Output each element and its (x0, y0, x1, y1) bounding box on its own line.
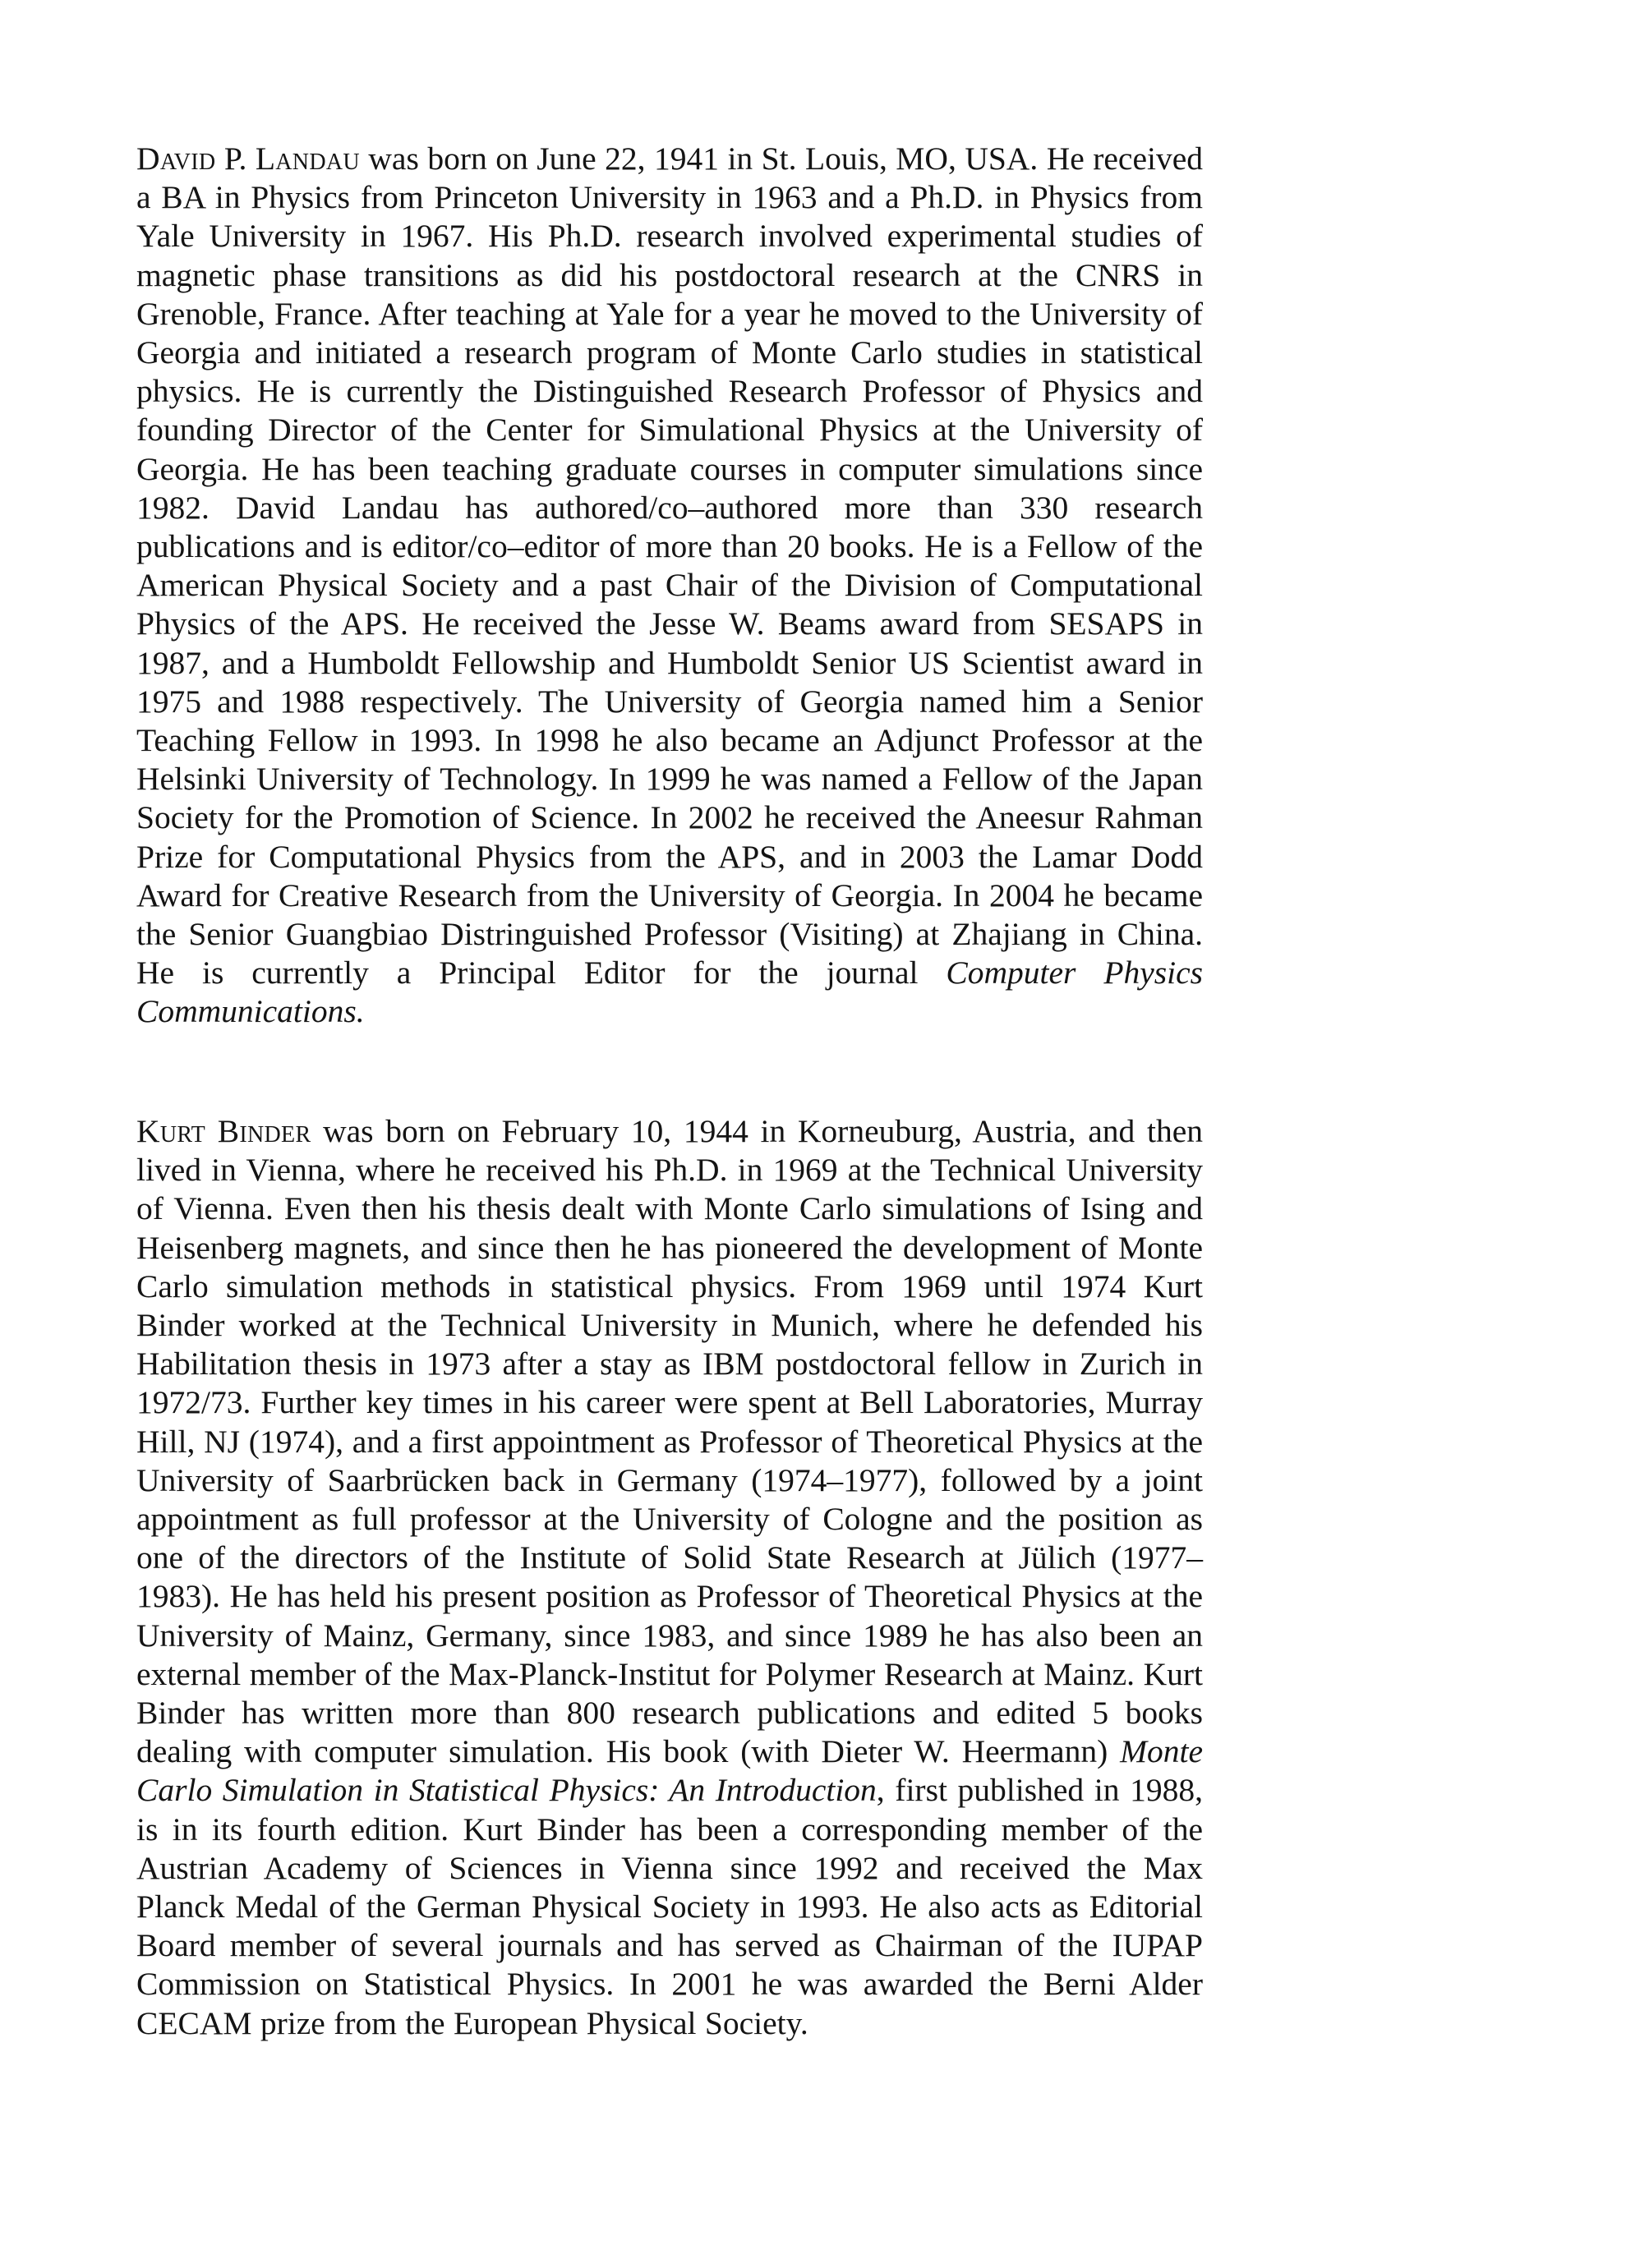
author-first-name: David (136, 140, 216, 177)
author-first-name: Kurt (136, 1113, 206, 1149)
author-middle: P. (215, 140, 256, 177)
bio-text-tail: , first published in 1988, is in its fourth edition. Kurt Binder has been a corresponding member of the Austrian Academy of Sciences in Vienna since 1992 and received the Max Planck Medal of the German Physical Society in 1993. He also acts as Editorial Board member of several journals and has served as Chairman of the IUPAP Commission on Statistical Physics. In 2001 he was awarded the Berni Alder CECAM prize from the European Physical Society. (136, 1772, 1203, 2041)
bio-text: was born on June 22, 1941 in St. Louis, MO, USA. He received a BA in Physics from Princeton University in 1963 and a Ph.D. in Physics from Yale University in 1967. His Ph.D. research involved experimental studies of magnetic phase transitions as did his postdoctoral research at the CNRS in Grenoble, France. After teaching at Yale for a year he moved to the University of Georgia and initiated a research program of Monte Carlo studies in statistical physics. He is currently the Distinguished Research Professor of Physics and founding Director of the Center for Simulational Physics at the University of Georgia. He has been teaching graduate courses in computer simulations since 1982. David Landau has authored/co–authored more than 330 research publications and is editor/co–editor of more than 20 books. He is a Fellow of the American Physical Society and a past Chair of the Division of Computational Physics of the APS. He received the Jesse W. Beams award from SESAPS in 1987, and a Humboldt Fellowship and Humboldt Senior US Scientist award in 1975 and 1988 respectively. The University of Georgia named him a Senior Teaching Fellow in 1993. In 1998 he also became an Adjunct Professor at the Helsinki University of Technology. In 1999 he was named a Fellow of the Japan Society for the Promotion of Science. In 2002 he received the Aneesur Rahman Prize for Computational Physics from the APS, and in 2003 the Lamar Dodd Award for Creative Research from the University of Georgia. In 2004 he became the Senior Guangbiao Distringuished Professor (Visiting) at Zhajiang in China. He is currently a Principal Editor for the journal (136, 140, 1204, 991)
journal-title: Computer Physics Communications. (136, 955, 1203, 1030)
bio-text: was born on February 10, 1944 in Korneuburg, Austria, and then lived in Vienna, where he received his Ph.D. in 1969 at the Technical University of Vienna. Even then his thesis dealt with Monte Carlo simulations of Ising and Heisenberg magnets, and since then he has pioneered the development of Monte Carlo simulation methods in statistical physics. From 1969 until 1974 Kurt Binder worked at the Technical University in Munich, where he defended his Habilitation thesis in 1973 after a stay as IBM postdoctoral fellow in Zurich in 1972/73. Further key times in his career were spent at Bell Laboratories, Murray Hill, NJ (1974), and a first appointment as Professor of Theoretical Physics at the University of Saarbrücken back in Germany (1974–1977), followed by a joint appointment as full professor at the University of Cologne and the position as one of the directors of the Institute of Solid State Research at Jülich (1977–1983). He has held his present position as Professor of Theoretical Physics at the University of Mainz, Germany, since 1983, and since 1989 he has also been an external member of the Max-Planck-Institut for Polymer Research at Mainz. Kurt Binder has written more than 800 research publications and edited 5 books dealing with computer simulation. His book (with Dieter W. Heermann) (136, 1113, 1203, 1770)
author-last-name: Landau (255, 140, 360, 177)
bio-landau (136, 140, 1203, 1032)
author-middle (205, 1113, 218, 1149)
author-last-name: Binder (217, 1113, 311, 1149)
book-title: Monte Carlo Simulation in Statistical Physics: An Introduction (136, 1733, 1203, 1809)
bio-binder (136, 1112, 1203, 2043)
